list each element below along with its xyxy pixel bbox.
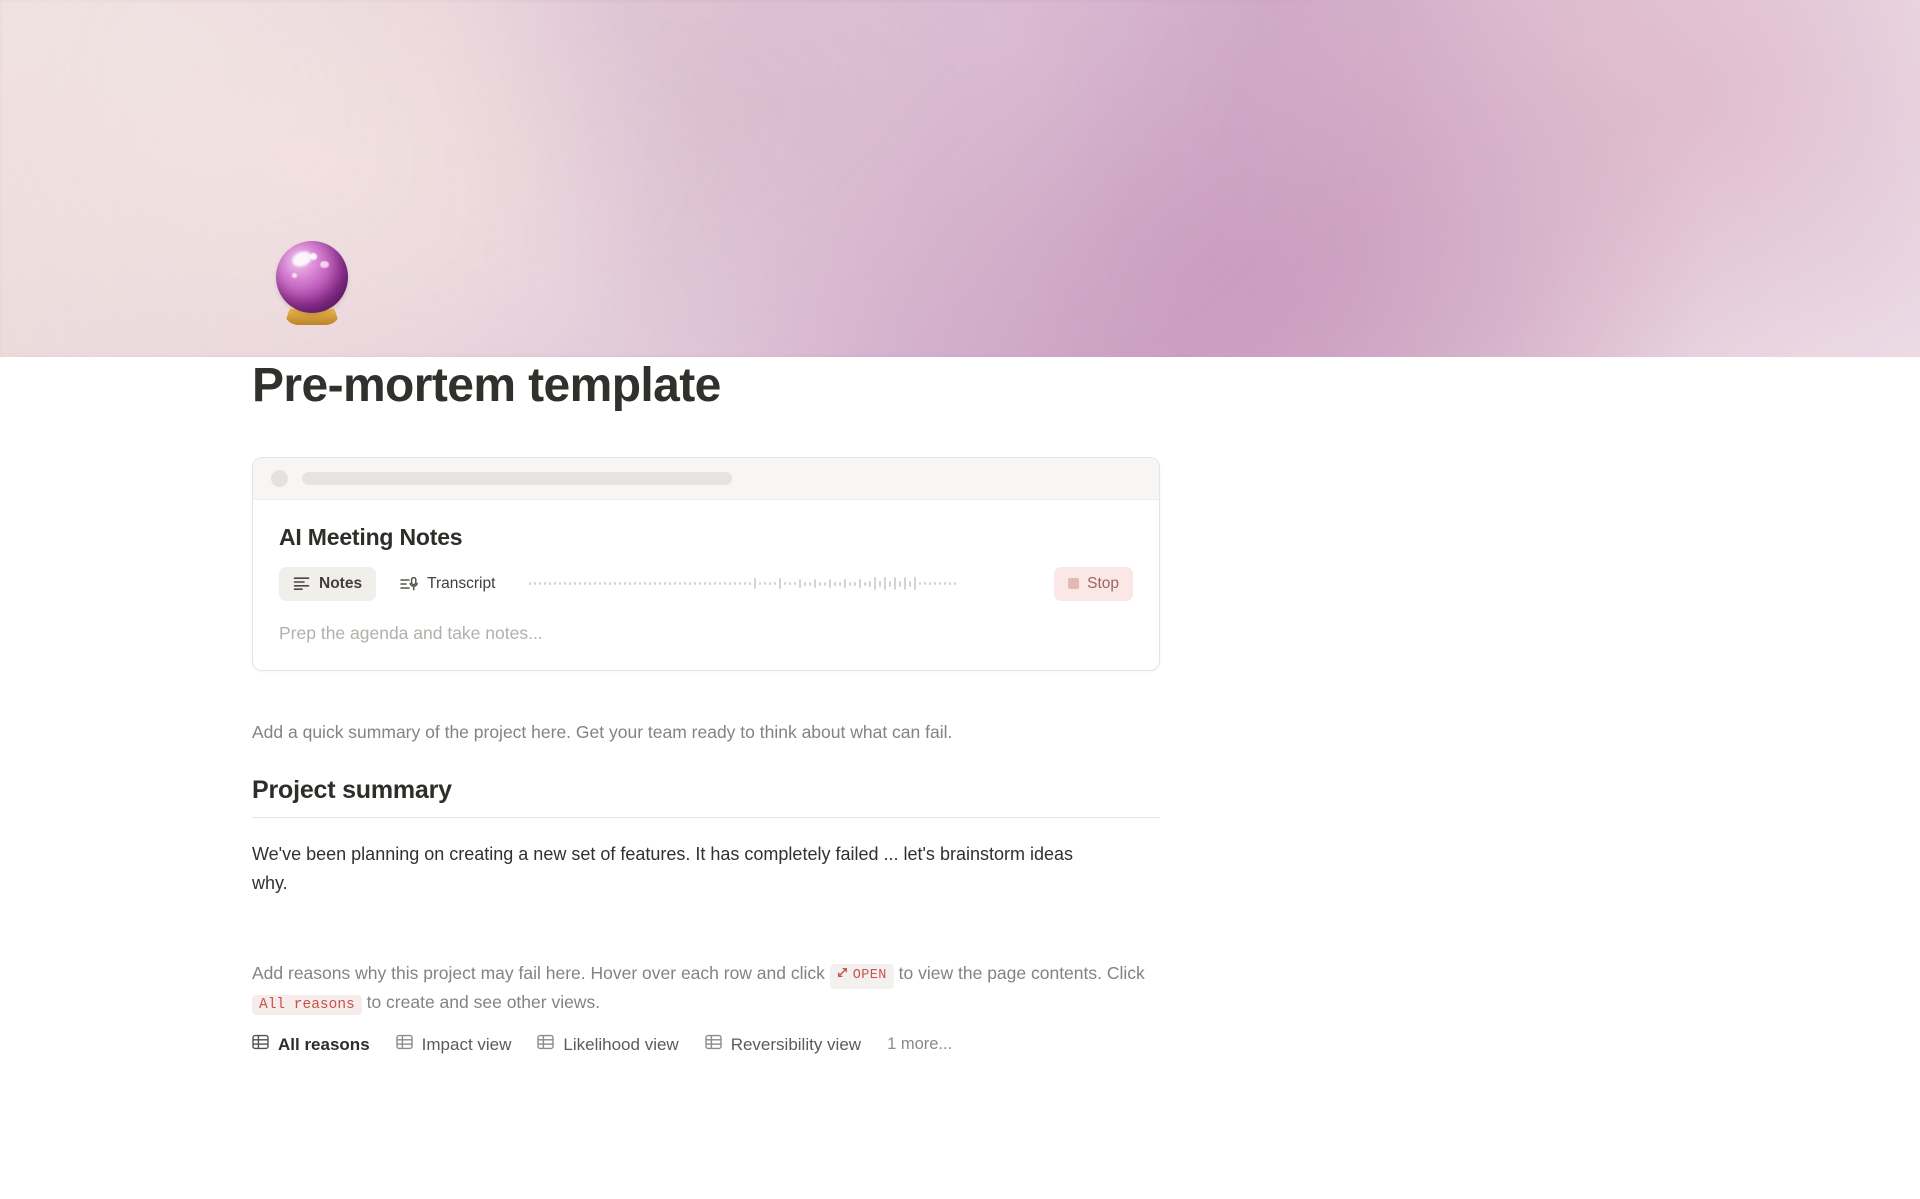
waveform-bar (794, 582, 796, 585)
intro-paragraph: Add a quick summary of the project here. Get your team ready to think about what can fail. (252, 721, 953, 742)
waveform-bar (819, 582, 821, 586)
waveform-bar (659, 582, 661, 585)
expand-arrow-icon (837, 966, 848, 987)
waveform-bar (804, 582, 806, 586)
waveform-bar (564, 582, 566, 585)
ai-card-body (253, 500, 1159, 670)
waveform-bar (589, 582, 591, 585)
waveform-bar (899, 581, 901, 587)
waveform-bar (854, 582, 856, 586)
waveform-bar (654, 582, 656, 585)
waveform-bar (914, 577, 916, 590)
waveform-bar (749, 582, 751, 585)
waveform-bar (884, 577, 886, 590)
waveform-bar (694, 582, 696, 585)
sparkle-icon (292, 273, 297, 278)
table-icon (396, 1034, 413, 1055)
waveform-bar (919, 582, 921, 585)
ai-notes-toolbar (279, 567, 1133, 601)
waveform-bar (809, 582, 811, 586)
waveform-bar (669, 582, 671, 585)
db-tab-label: Reversibility view (730, 1034, 862, 1054)
waveform-bar (754, 578, 756, 589)
waveform-bar (894, 577, 896, 590)
waveform-bar (864, 582, 866, 586)
waveform-bar (699, 582, 701, 585)
reasons-intro-part1: Add reasons why this project may fail here. Hover over each row and click (252, 963, 825, 984)
waveform-bar (784, 582, 786, 585)
waveform-bar (639, 582, 641, 585)
page-body (0, 357, 1920, 1059)
table-icon (252, 1034, 269, 1055)
tab-transcript[interactable] (386, 567, 509, 601)
waveform-bar (549, 582, 551, 585)
page-content-column (252, 357, 1160, 1059)
waveform-bar (799, 579, 801, 588)
waveform-bar (529, 582, 531, 585)
tab-notes-label: Notes (319, 574, 363, 592)
db-tab-impact-view[interactable] (396, 1034, 512, 1055)
waveform-bar (929, 582, 931, 585)
waveform-bar (924, 582, 926, 585)
section-divider (252, 817, 1160, 818)
table-icon (537, 1034, 554, 1055)
reasons-intro-part2: to view the page contents. Click (898, 963, 1145, 984)
waveform-bar (859, 579, 861, 588)
crystal-ball-orb (276, 241, 348, 313)
waveform-bar (734, 582, 736, 585)
waveform-bar (824, 582, 826, 586)
waveform-bar (909, 581, 911, 587)
waveform-bar (569, 582, 571, 585)
db-tab-reversibility-view[interactable] (705, 1034, 861, 1055)
waveform-bar (674, 582, 676, 585)
waveform-bar (679, 582, 681, 585)
waveform-bar (579, 582, 581, 585)
waveform-bar (759, 582, 761, 585)
waveform-bar (534, 582, 536, 585)
waveform-bar (574, 582, 576, 585)
ai-notes-input-placeholder[interactable]: Prep the agenda and take notes... (279, 622, 543, 643)
waveform-bar (594, 582, 596, 585)
db-tab-label: All reasons (278, 1034, 370, 1054)
waveform-bar (904, 577, 906, 590)
waveform-bar (769, 582, 771, 585)
waveform-bar (584, 582, 586, 585)
waveform-bar (604, 582, 606, 585)
waveform-bar (739, 582, 741, 585)
skeleton-bar (302, 472, 732, 485)
waveform-bar (944, 582, 946, 585)
waveform-bar (649, 582, 651, 585)
project-summary-body[interactable]: We've been planning on creating a new set of features. It has completely failed ... let's brainstorm ideas why. (252, 843, 1073, 893)
waveform-bar (834, 582, 836, 586)
waveform-bar (719, 582, 721, 585)
project-summary-heading: Project summary (252, 775, 452, 804)
waveform-bar (844, 579, 846, 588)
stop-button-label: Stop (1087, 574, 1119, 592)
tab-notes[interactable] (279, 567, 376, 601)
database-view-tabs (252, 1034, 1160, 1059)
db-tab-label: Impact view (421, 1034, 512, 1054)
waveform-bar (559, 582, 561, 585)
waveform-bar (704, 582, 706, 585)
waveform-bar (684, 582, 686, 585)
waveform-bar (814, 579, 816, 588)
crystal-ball-icon[interactable] (269, 239, 355, 325)
waveform-bar (714, 582, 716, 585)
reasons-intro-part3: to create and see other views. (366, 991, 601, 1012)
all-reasons-chip[interactable]: All reasons (252, 995, 362, 1015)
spacer (252, 671, 1160, 719)
waveform-bar (729, 582, 731, 585)
db-tab-all-reasons[interactable] (252, 1034, 370, 1055)
waveform-bar (789, 582, 791, 585)
waveform-bar (889, 581, 891, 587)
waveform-bar (624, 582, 626, 585)
notes-lines-icon (293, 576, 310, 591)
waveform-bar (664, 582, 666, 585)
table-icon (705, 1034, 722, 1055)
reasons-intro-paragraph (252, 960, 1160, 1016)
open-chip-label: OPEN (852, 968, 887, 984)
audio-waveform (529, 571, 1034, 597)
tab-transcript-label: Transcript (427, 574, 496, 592)
db-tab-likelihood-view[interactable] (537, 1034, 678, 1055)
waveform-bar (634, 582, 636, 585)
waveform-bar (554, 582, 556, 585)
waveform-bar (829, 579, 831, 588)
waveform-bar (874, 577, 876, 590)
waveform-bar (619, 582, 621, 585)
waveform-bar (744, 582, 746, 585)
transcript-mic-icon (400, 576, 418, 592)
waveform-bar (939, 582, 941, 585)
waveform-bar (689, 582, 691, 585)
ai-card-topbar (253, 458, 1159, 500)
waveform-bar (614, 582, 616, 585)
avatar-placeholder-icon (271, 470, 288, 487)
waveform-bar (849, 582, 851, 586)
waveform-bar (839, 582, 841, 586)
open-chip[interactable] (830, 964, 894, 989)
page-title[interactable]: Pre-mortem template (252, 359, 721, 412)
ai-meeting-notes-card (252, 457, 1160, 671)
crystal-ball-glyph (270, 239, 354, 325)
waveform-bar (954, 582, 956, 585)
waveform-bar (879, 581, 881, 587)
waveform-bar (629, 582, 631, 585)
waveform-bar (779, 578, 781, 589)
waveform-bar (644, 582, 646, 585)
sparkle-icon (310, 253, 317, 260)
waveform-bar (934, 582, 936, 585)
db-tabs-more-button[interactable]: 1 more... (887, 1035, 953, 1054)
waveform-bar (609, 582, 611, 585)
waveform-bar (599, 582, 601, 585)
stop-recording-button[interactable] (1054, 567, 1133, 601)
stop-square-icon (1068, 578, 1079, 589)
waveform-bar (869, 581, 871, 587)
waveform-bar (764, 582, 766, 585)
waveform-bar (949, 582, 951, 585)
spacer (252, 898, 1160, 960)
waveform-bar (774, 582, 776, 585)
waveform-bar (709, 582, 711, 585)
spacer (252, 746, 1160, 776)
waveform-bar (724, 582, 726, 585)
db-tab-label: Likelihood view (563, 1034, 679, 1054)
waveform-bar (544, 582, 546, 585)
ai-meeting-notes-title: AI Meeting Notes (279, 523, 463, 550)
waveform-bar (539, 582, 541, 585)
